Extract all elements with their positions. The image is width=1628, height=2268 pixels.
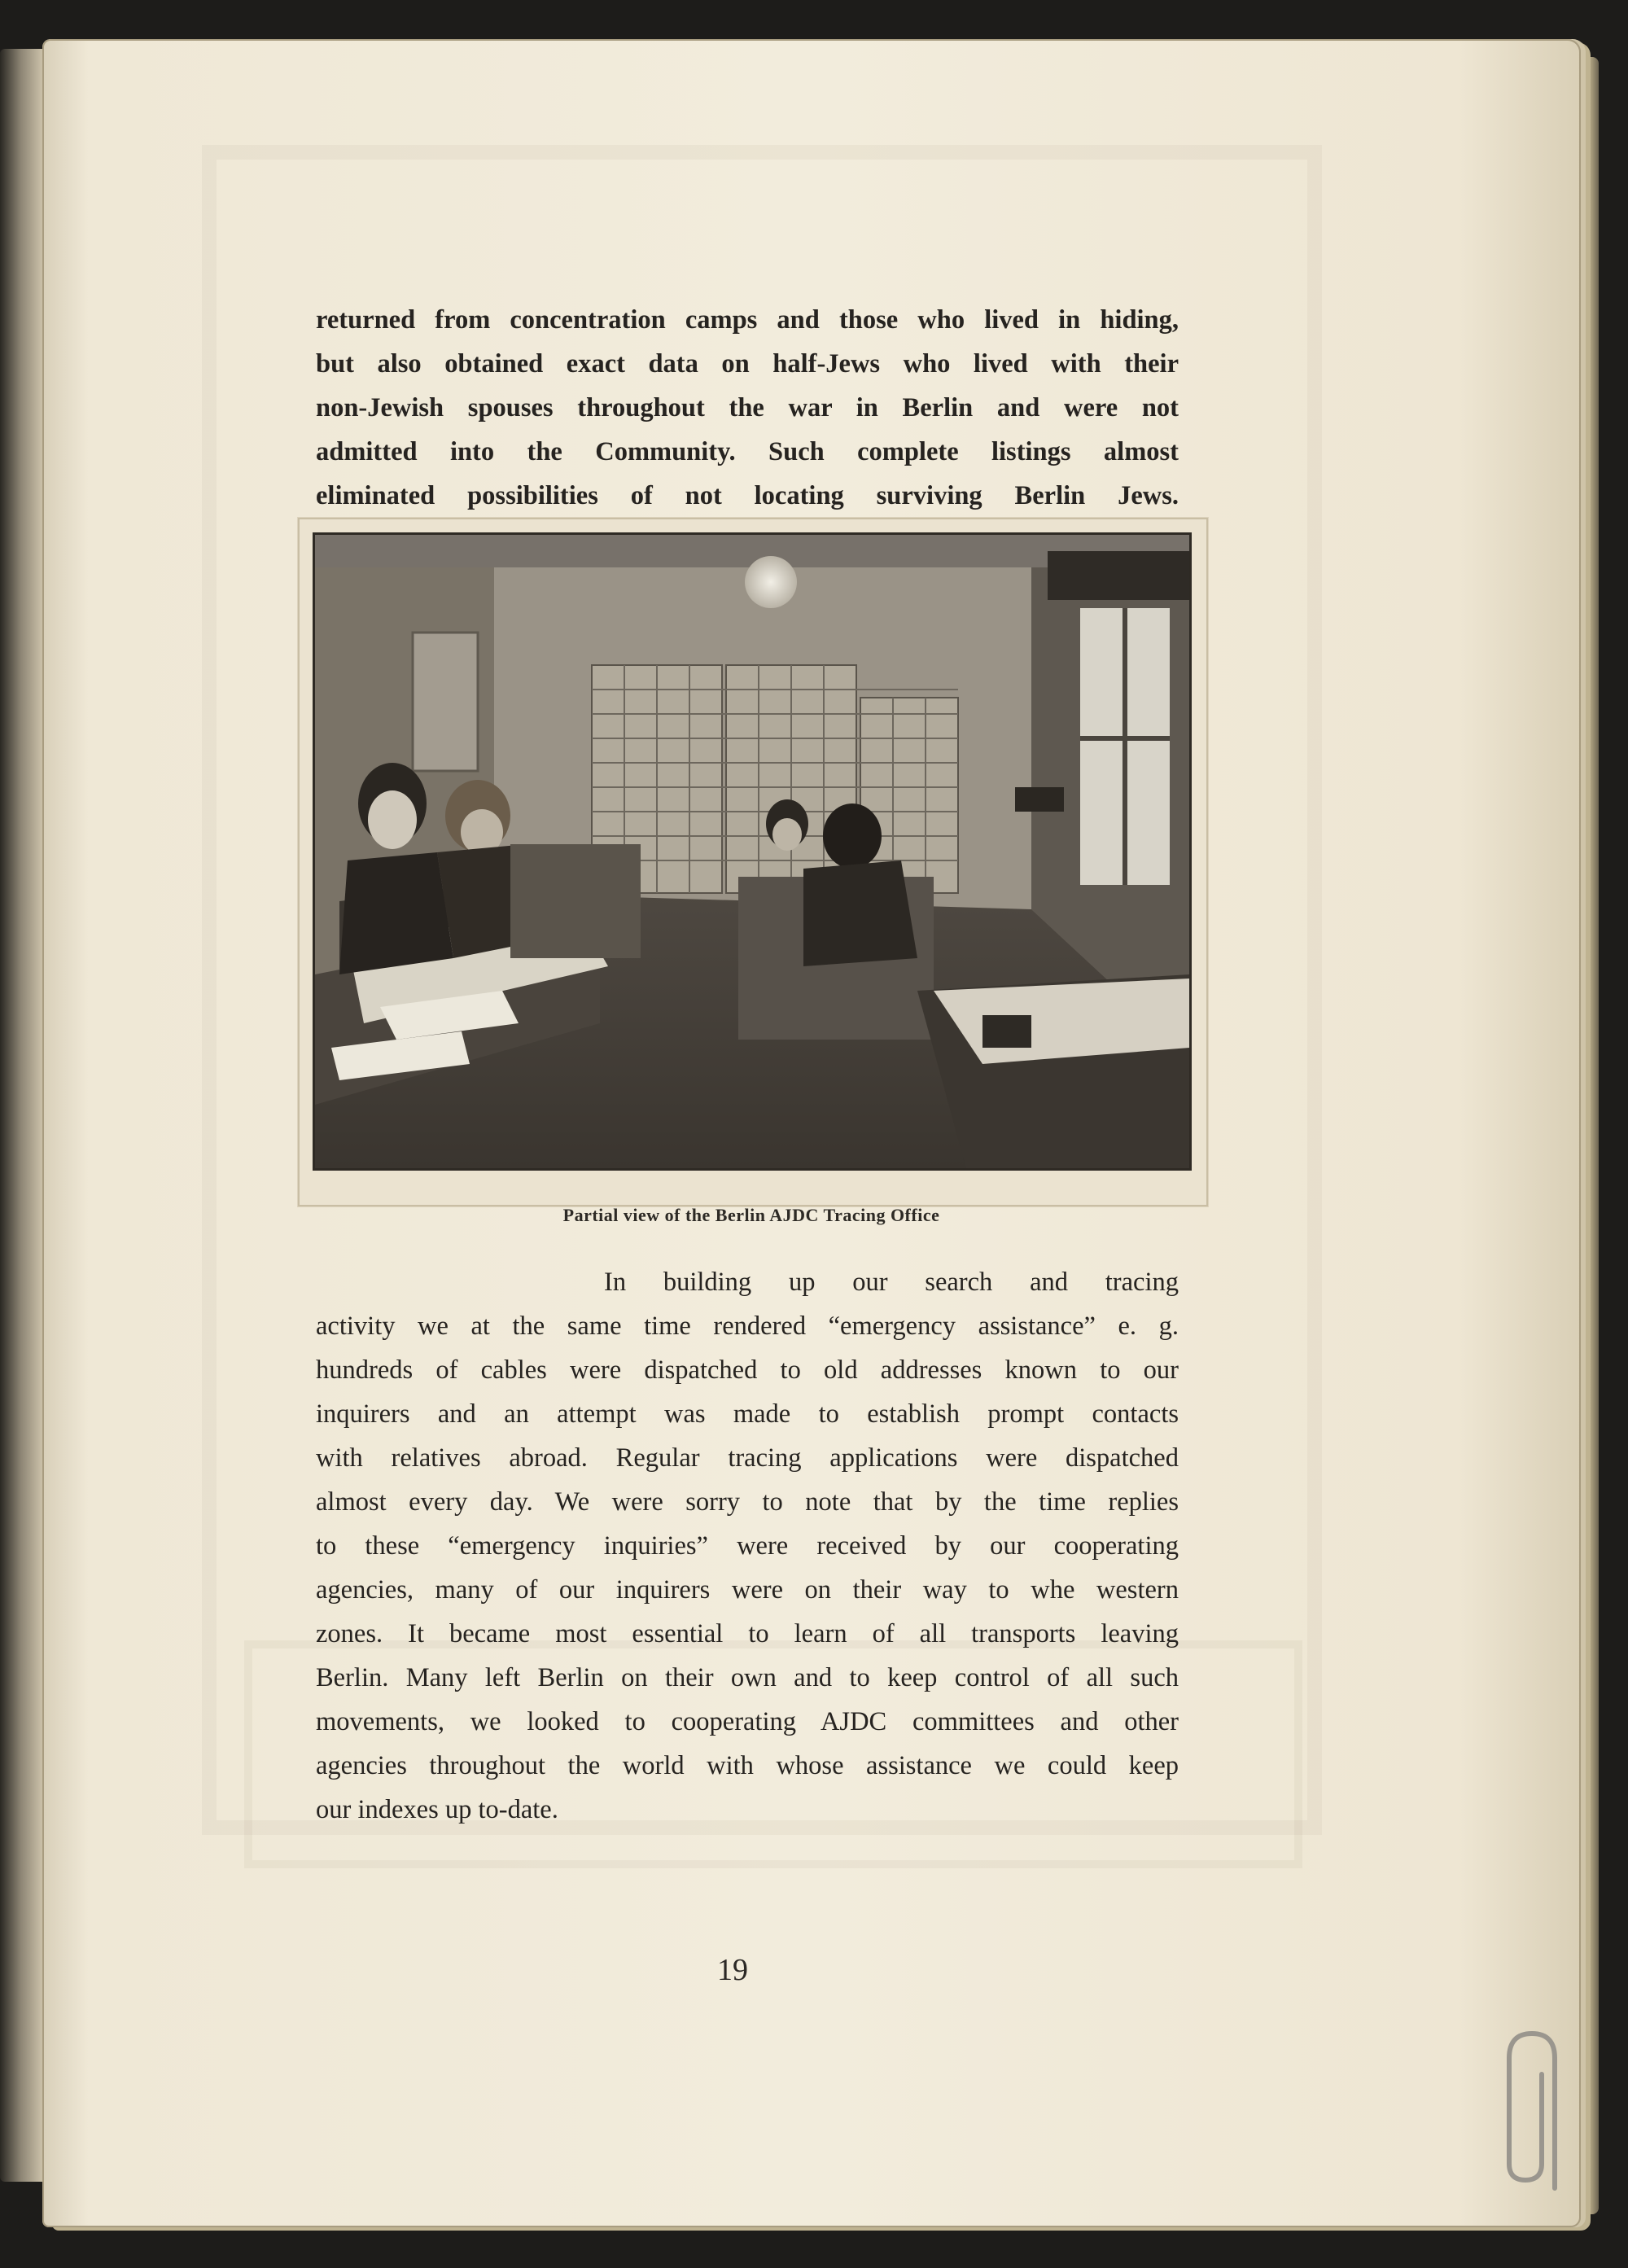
text-line: returned from concentration camps and those who lived in hiding, — [316, 305, 1179, 335]
text-line: with relatives abroad. Regular tracing applications were dispatched — [316, 1443, 1179, 1473]
text-line: our indexes up to-date. — [316, 1795, 558, 1824]
office-photo-icon — [313, 532, 1192, 1171]
text-line: zones. It became most essential to learn of all transports leaving — [316, 1619, 1179, 1648]
text-line: non-Jewish spouses throughout the war in Berlin and were not — [316, 393, 1179, 423]
office-photo-drawing — [315, 535, 1189, 1168]
paragraph-top — [316, 298, 1179, 518]
page-number: 19 — [717, 1953, 748, 1987]
text-line: agencies throughout the world with whose assistance we could keep — [316, 1751, 1179, 1780]
text-line: almost every day. We were sorry to note that by the time replies — [316, 1487, 1179, 1517]
paper-clip-icon — [1457, 2025, 1579, 2196]
photo-caption: Partial view of the Berlin AJDC Tracing Office — [562, 1205, 940, 1225]
text-line: activity we at the same time rendered “emergency assistance” e. g. — [316, 1311, 1179, 1341]
paragraph-bottom — [316, 1260, 1179, 1824]
text-line: In building up our search and tracing — [604, 1268, 1179, 1297]
text-line: inquirers and an attempt was made to establish prompt contacts — [316, 1399, 1179, 1429]
text-line: movements, we looked to cooperating AJDC committees and other — [316, 1707, 1179, 1736]
text-line: Berlin. Many left Berlin on their own and to keep control of all such — [316, 1663, 1179, 1692]
text-line: agencies, many of our inquirers were on their way to whe western — [316, 1575, 1179, 1605]
text-line: eliminated possibilities of not locating surviving Berlin Jews. — [316, 481, 1179, 510]
text-line: to these “emergency inquiries” were received by our cooperating — [316, 1531, 1179, 1561]
text-line: admitted into the Community. Such complete listings almost — [316, 437, 1179, 466]
page-stack-edge — [1581, 57, 1599, 2214]
text-line: hundreds of cables were dispatched to old addresses known to our — [316, 1355, 1179, 1385]
text-line: but also obtained exact data on half-Jews who lived with their — [316, 349, 1179, 379]
